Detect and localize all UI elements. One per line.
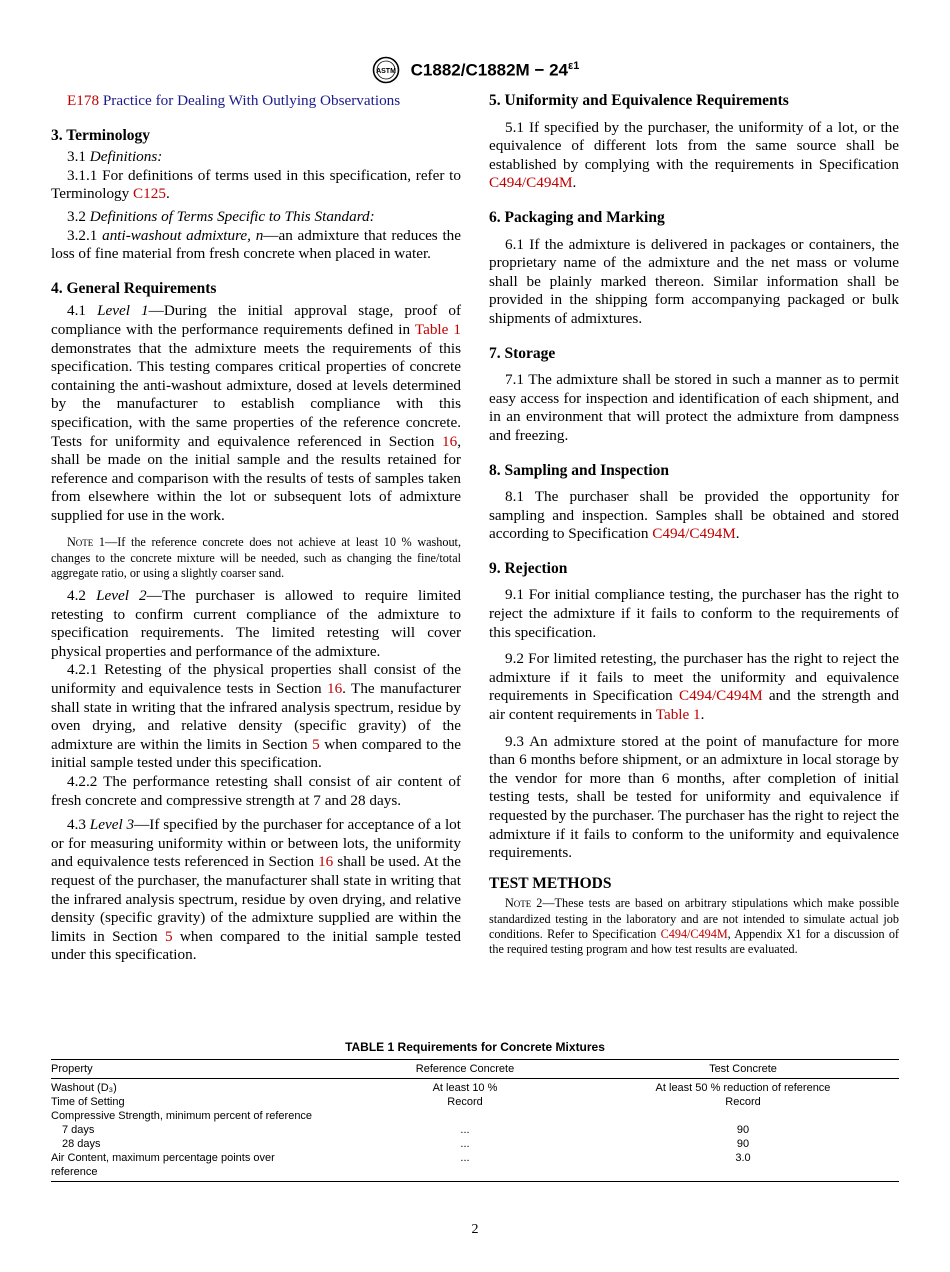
- cell-test: 3.0: [587, 1151, 899, 1182]
- c494-link[interactable]: C494/C494M: [679, 687, 763, 705]
- para-4-2: 4.2 Level 2—The purchaser is allowed to require limited retesting to confirm current compliance of the admixture to specification requirements. The limited retesting will cover physical properties and performance of the admixture.: [51, 587, 462, 660]
- para-4-2-2: 4.2.2 The performance retesting shall consist of air content of fresh concrete and compressive strength at 7 and 28 days.: [51, 773, 461, 809]
- test-methods-heading: TEST METHODS: [489, 874, 612, 892]
- section-16-link[interactable]: 16: [442, 432, 458, 450]
- cell-reference: Record: [447, 1096, 483, 1108]
- para-4-1: 4.1 Level 1—During the initial approval stage, proof of compliance with the performance requirements defined in Table 1 demonstrates that the admixture meets the requirements of this specification. This testing compares critical properties of concrete containing the anti-washout admixture, dosed at levels determined by the manufacturer to establish compliance with this specification, with the same properties of the reference concrete. Tests for uniformity and equivalence referenced in Section 16, shall be made on the initial sample and the results retained for reference and comparison with the results of tests of samples taken from elsewhere within the lot or subsequent lots of admixture supplied for use in the work.: [51, 302, 462, 524]
- para-4-3: 4.3 Level 3—If specified by the purchaser for acceptance of a lot or for measuring uniformity within or between lots, the uniformity and equivalence tests referenced in Section 16 shall be used. At the request of the purchaser, the manufacturer shall state in writing that the infrared analysis spectrum, residue by oven drying, and relative density (specific gravity) of the admixture supplied are within the limits in Section 5 when compared to the initial sample tested under this specification.: [51, 816, 461, 964]
- section-16-link[interactable]: 16: [318, 853, 334, 871]
- cell-test: 90: [736, 1124, 750, 1136]
- cell-reference: ...: [460, 1124, 470, 1136]
- section-8-title: 8. Sampling and Inspection: [489, 461, 670, 479]
- epsilon-superscript: ε1: [568, 59, 580, 72]
- page-number: 2: [471, 1222, 479, 1237]
- section-9-title: 9. Rejection: [489, 559, 568, 577]
- note-1: Note 1—If the reference concrete does not achieve at least 10 % washout, changes to the concrete mixture will be needed, such as changing the fine/total aggregate ratio, or using a slightly coarser sand.: [51, 535, 461, 580]
- section-5-link[interactable]: 5: [312, 735, 320, 753]
- right-column: [489, 92, 899, 957]
- cell-property: 7 days: [62, 1124, 95, 1136]
- c125-link[interactable]: C125: [133, 185, 166, 203]
- cell-test: At least 50 % reduction of reference: [655, 1082, 831, 1094]
- e178-link[interactable]: E178: [67, 92, 100, 109]
- c494-link[interactable]: C494/C494M: [652, 525, 736, 543]
- section-6-title: 6. Packaging and Marking: [489, 208, 665, 226]
- cell-test: Record: [725, 1096, 761, 1108]
- cell-property: 28 days: [62, 1138, 101, 1150]
- para-9-2: 9.2 For limited retesting, the purchaser has the right to reject the admixture if it fails to meet the uniformity and equivalence requirements in Specification C494/C494M and the strength and air content requirements in Table 1.: [489, 650, 899, 724]
- cell-property: Air Content, maximum percentage points over reference: [51, 1151, 343, 1182]
- note-2: Note 2—These tests are based on arbitrary stipulations which make possible standardized testing in the laboratory and are not intended to simulate actual job conditions. Refer to Specification C494/C494M, Appendix X1 for a discussion of the required testing program and how test results are evaluated.: [489, 896, 899, 956]
- table-1-link[interactable]: Table 1: [414, 320, 461, 338]
- header-test-concrete: Test Concrete: [587, 1060, 899, 1079]
- cell-reference: ...: [343, 1151, 587, 1182]
- requirements-table: [51, 1059, 899, 1182]
- astm-logo-icon: [371, 56, 401, 84]
- cell-test: 90: [736, 1138, 750, 1150]
- para-6-1: 6.1 If the admixture is delivered in packages or containers, the proprietary name of the admixture and the net mass or volume shall be plainly marked thereon. Similar information shall be provided in the shipping form accompanying packaged or bulk shipments of admixtures.: [489, 235, 899, 327]
- para-3-2-1: 3.2.1 anti-washout admixture, n—an admixture that reduces the loss of fine material from fresh concrete when placed in water.: [51, 226, 462, 263]
- section-4-title: 4. General Requirements: [51, 279, 217, 297]
- para-3-1: 3.1 Definitions:: [67, 148, 163, 166]
- cell-reference: At least 10 %: [432, 1082, 498, 1094]
- para-5-1: 5.1 If specified by the purchaser, the uniformity of a lot, or the equivalence of different lots from the same source shall be established by complying with the requirements in Specification C494/C494M.: [489, 118, 899, 192]
- para-4-2-1: 4.2.1 Retesting of the physical properties shall consist of the uniformity and equivalence tests in Section 16. The manufacturer shall state in writing that the infrared analysis spectrum, residue by oven drying, and relative density (specific gravity) of the admixture are within the limits in Section 5 when compared to the initial sample tested under this specification.: [51, 661, 462, 772]
- table-row: [51, 1109, 899, 1123]
- section-7-title: 7. Storage: [489, 344, 556, 362]
- c494-link[interactable]: C494/C494M: [660, 926, 728, 941]
- e178-reference: E178 Practice for Dealing With Outlying Observations: [67, 92, 401, 109]
- cell-property: Compressive Strength, minimum percent of reference: [51, 1110, 313, 1122]
- cell-property: Time of Setting: [51, 1096, 125, 1108]
- table-1-link[interactable]: Table 1: [655, 706, 701, 724]
- table-row: [51, 1123, 899, 1137]
- table-row: [51, 1079, 899, 1096]
- section-3-title: 3. Terminology: [51, 126, 151, 144]
- table-1: [51, 1040, 899, 1182]
- table-row: [51, 1095, 899, 1109]
- para-3-1-1: 3.1.1 For definitions of terms used in this specification, refer to Terminology C125.: [51, 166, 461, 203]
- para-7-1: 7.1 The admixture shall be stored in such a manner as to permit easy access for inspection and identification of each shipment, and in an environment that will protect the admixture from dampness and freezing.: [489, 371, 899, 444]
- para-8-1: 8.1 The purchaser shall be provided the opportunity for sampling and inspection. Samples shall be obtained and stored according to Specification C494/C494M.: [489, 488, 899, 543]
- table-row: [51, 1151, 899, 1182]
- svg-text:ASTM: ASTM: [375, 68, 396, 75]
- standard-designation: $C1882/C1882M - 24^{\varepsilon 1}$: [410, 59, 580, 80]
- table-title: TABLE 1 Requirements for Concrete Mixtures: [345, 1040, 605, 1054]
- header-property: Property: [51, 1060, 343, 1079]
- page-header: [0, 56, 950, 84]
- cell-property: Washout (D₃): [51, 1082, 117, 1094]
- para-3-2: 3.2 Definitions of Terms Specific to This Standard:: [67, 207, 375, 225]
- section-5-link[interactable]: 5: [165, 927, 173, 945]
- para-9-3: 9.3 An admixture stored at the point of manufacture for more than 6 months before shipment, or an admixture in local storage by the vendor for more than 6 months, after completion of initial testing tests, shall be tested for uniformity and equivalence if requested by the purchaser. The purchaser has the right to reject the admixture if it fails to conform to the uniformity and equivalence requirements.: [489, 732, 899, 862]
- section-16-link[interactable]: 16: [326, 680, 343, 698]
- table-row: [51, 1137, 899, 1151]
- c494-link[interactable]: C494/C494M: [489, 174, 573, 192]
- left-column: [51, 92, 461, 965]
- header-reference-concrete: Reference Concrete: [343, 1060, 587, 1079]
- cell-reference: ...: [460, 1138, 470, 1150]
- para-9-1: 9.1 For initial compliance testing, the purchaser has the right to reject the admixture if it fails to conform to the requirements of this specification.: [489, 586, 899, 641]
- section-5-title: 5. Uniformity and Equivalence Requirements: [489, 92, 789, 109]
- table-header-row: [51, 1060, 899, 1079]
